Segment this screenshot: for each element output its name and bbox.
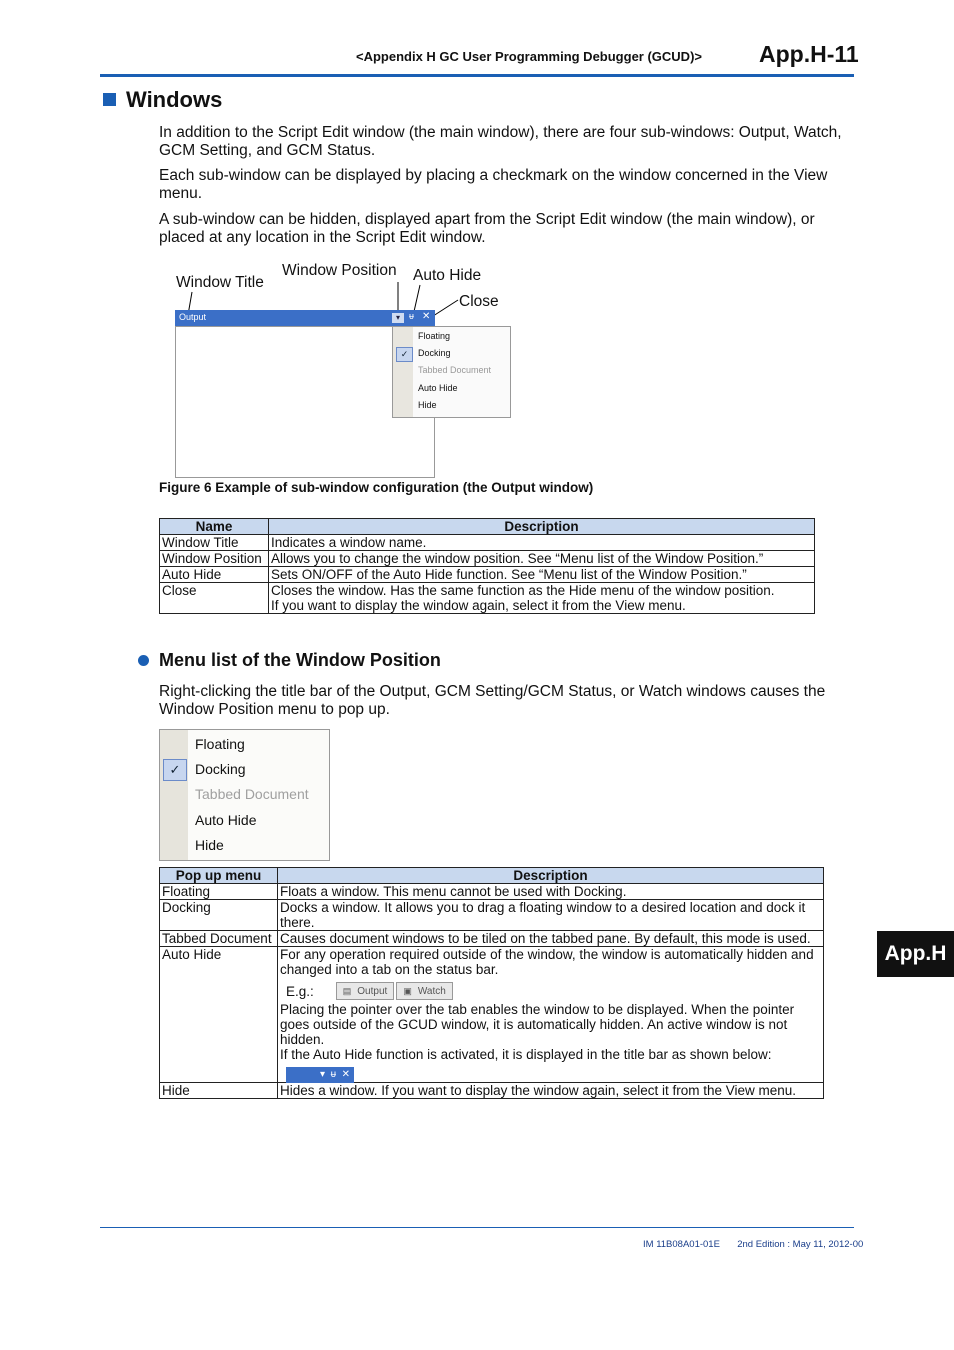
tab-example [286, 981, 821, 1001]
watch-window-icon: ▣ [403, 985, 412, 996]
callout-auto-hide: Auto Hide [413, 267, 482, 284]
window-parts-table [159, 518, 815, 614]
footer-text [643, 1239, 863, 1250]
row-name: Window Title [160, 535, 269, 551]
table-row [160, 567, 815, 583]
appendix-side-tab: App.H [877, 931, 954, 977]
table-header-row [160, 868, 824, 884]
figure-caption: Figure 6 Example of sub-window configuration (the Output window) [159, 480, 594, 495]
column-header-description: Description [269, 519, 815, 535]
table-row [160, 583, 815, 614]
mini-menu-hide[interactable]: Hide [418, 400, 437, 410]
callout-window-position: Window Position [282, 262, 397, 279]
row-description [278, 947, 824, 1083]
output-window-title: Output [179, 312, 207, 322]
popup-menu-floating[interactable]: Floating [195, 736, 245, 752]
output-window-titlebar[interactable] [175, 310, 435, 326]
section-title: Windows [126, 87, 223, 112]
mini-menu-docking[interactable]: Docking [418, 348, 451, 358]
table-row [160, 931, 824, 947]
table-row [160, 551, 815, 567]
row-description: Hides a window. If you want to display the window again, select it from the View menu. [278, 1083, 824, 1099]
mini-window-position-menu [392, 326, 511, 418]
status-tab-watch[interactable] [396, 982, 452, 1000]
row-description: Allows you to change the window position. See “Menu list of the Window Position.” [269, 551, 815, 567]
footer-doc-number: IM 11B08A01-01E [643, 1239, 720, 1250]
popup-menu-tabbed-document: Tabbed Document [195, 786, 309, 802]
intro-paragraph-3: A sub-window can be hidden, displayed apart from the Script Edit window (the main window), or placed at any location in the Script Edit window. [159, 211, 815, 246]
row-description [269, 583, 815, 614]
chevron-down-icon: ▾ [319, 1069, 326, 1080]
table-row [160, 900, 824, 931]
check-icon: ✓ [163, 759, 187, 781]
tab-label: Output [357, 985, 388, 997]
menu-icon-strip [393, 327, 413, 417]
popup-menu-table [159, 867, 824, 1099]
eg-label: E.g.: [286, 983, 314, 999]
description-line: For any operation required outside of the window, the window is automatically hidden and changed into a tab on the status bar. [280, 947, 814, 977]
row-description: Causes document windows to be tiled on the tabbed pane. By default, this mode is used. [278, 931, 824, 947]
window-position-dropdown-icon[interactable]: ▾ [392, 313, 404, 323]
table-row [160, 535, 815, 551]
pin-icon[interactable]: ᵾ [409, 311, 414, 321]
status-bar-tabs [336, 982, 453, 1000]
footer-rule [100, 1227, 854, 1228]
row-name: Floating [160, 884, 278, 900]
row-name: Auto Hide [160, 567, 269, 583]
subsection-paragraph: Right-clicking the title bar of the Output, GCM Setting/GCM Status, or Watch windows causes the Window Position menu to pop up. [159, 683, 826, 718]
titlebar-example [286, 1065, 821, 1081]
table-row [160, 884, 824, 900]
subsection-title: Menu list of the Window Position [159, 650, 441, 670]
check-icon: ✓ [396, 347, 413, 362]
close-icon: ✕ [341, 1069, 350, 1080]
window-position-popup-menu [159, 729, 330, 861]
status-tab-output[interactable] [336, 982, 395, 1000]
column-header-name: Name [160, 519, 269, 535]
mini-menu-tabbed-document: Tabbed Document [418, 365, 492, 375]
callout-leader-lines [0, 0, 954, 340]
row-name: Close [160, 583, 269, 614]
menu-icon-strip [160, 730, 188, 860]
table-row [160, 1083, 824, 1099]
row-name: Window Position [160, 551, 269, 567]
pin-icon: ᵾ [330, 1069, 337, 1080]
table-row [160, 947, 824, 1083]
row-description: Sets ON/OFF of the Auto Hide function. See “Menu list of the Window Position.” [269, 567, 815, 583]
intro-paragraph-1: In addition to the Script Edit window (the main window), there are four sub-windows: Output, Watch, GCM Setting, and GCM Status. [159, 124, 842, 159]
intro-paragraph-2: Each sub-window can be displayed by placing a checkmark on the window concerned in the View menu. [159, 167, 828, 202]
mini-menu-auto-hide[interactable]: Auto Hide [418, 383, 458, 393]
output-window-icon: ▤ [342, 985, 352, 996]
footer-edition: 2nd Edition : May 11, 2012-00 [737, 1239, 864, 1250]
popup-menu-hide[interactable]: Hide [195, 837, 224, 853]
popup-menu-auto-hide[interactable]: Auto Hide [195, 812, 257, 828]
bullet-dot-icon [138, 655, 149, 666]
row-name: Tabbed Document [160, 931, 278, 947]
callout-close: Close [459, 293, 499, 310]
close-icon[interactable]: ✕ [422, 311, 431, 322]
column-header-popup-menu: Pop up menu [160, 868, 278, 884]
row-name: Hide [160, 1083, 278, 1099]
row-name: Docking [160, 900, 278, 931]
mini-menu-floating[interactable]: Floating [418, 331, 451, 341]
page-label: App.H-11 [759, 41, 859, 67]
chapter-header: <Appendix H GC User Programming Debugger (GCUD)> [356, 49, 702, 64]
description-line: If you want to display the window again, select it from the View menu. [271, 598, 686, 613]
tab-label: Watch [417, 985, 446, 997]
row-description: Indicates a window name. [269, 535, 815, 551]
column-header-description: Description [278, 868, 824, 884]
auto-hide-titlebar-sample [286, 1067, 354, 1083]
row-description: Floats a window. This menu cannot be used with Docking. [278, 884, 824, 900]
row-description: Docks a window. It allows you to drag a floating window to a desired location and dock it there. [278, 900, 824, 931]
description-line: Closes the window. Has the same function as the Hide menu of the window position. [271, 583, 775, 598]
row-name: Auto Hide [160, 947, 278, 1083]
table-header-row [160, 519, 815, 535]
description-line: Placing the pointer over the tab enables the window to be displayed. When the pointer goes outside of the GCUD window, it is automatically hidden. An active window is not hidden. [280, 1002, 795, 1047]
popup-menu-docking[interactable]: Docking [195, 761, 246, 777]
callout-window-title: Window Title [176, 274, 264, 291]
description-line: If the Auto Hide function is activated, it is displayed in the title bar as shown below: [280, 1047, 772, 1062]
